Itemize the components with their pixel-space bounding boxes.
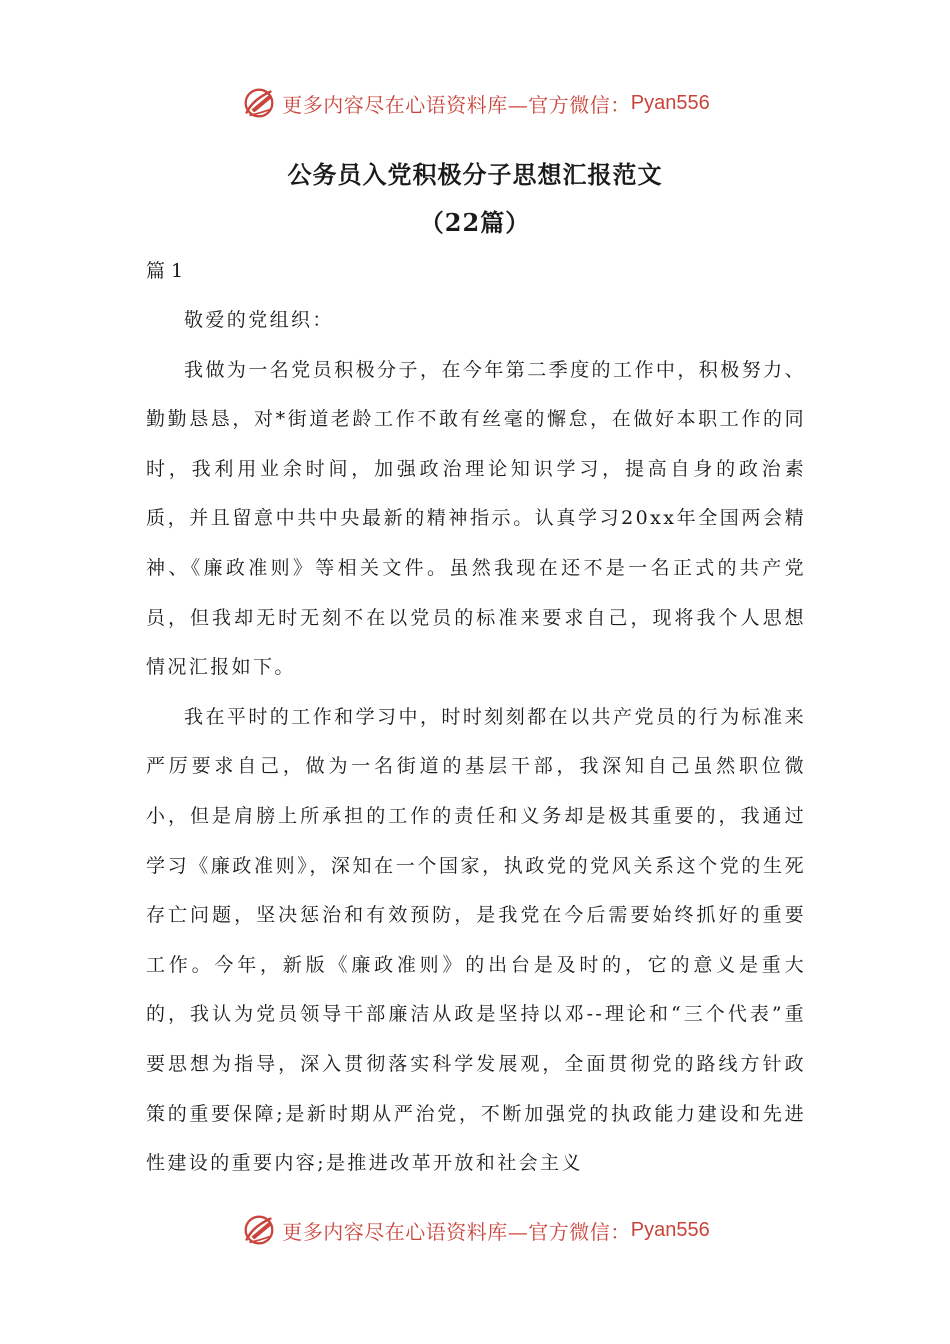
watermark-text: 更多内容尽在心语资料库—官方微信： <box>282 1219 631 1244</box>
pen-circle-logo-icon <box>240 1211 278 1249</box>
body-paragraph: 我做为一名党员积极分子，在今年第二季度的工作中，积极努力、勤勤恳恳，对*街道老龄工作不敢有丝毫的懈怠，在做好本职工作的同时，我利用业余时间，加强政治理论知识学习，提高自身的政治素质，并且留意中共中央最新的精神指示。认真学习20xx年全国两会精神、《廉政准则》等相关文件。虽然我现在还不是一名正式的共产党员，但我却无时无刻不在以党员的标准来要求自己，现将我个人思想情况汇报如下。 <box>146 358 806 679</box>
salutation: 敬爱的党组织： <box>184 309 334 331</box>
watermark-text: 更多内容尽在心语资料库—官方微信： <box>282 92 631 117</box>
body-paragraph: 我在平时的工作和学习中，时时刻刻都在以共产党员的行为标准来严厉要求自己，做为一名街道的基层干部，我深知自己虽然职位微小，但是肩膀上所承担的工作的责任和义务却是极其重要的，我通过学习《廉政准则》，深知在一个国家，执政党的党风关系这个党的生死存亡问题，坚决惩治和有效预防，是我党在今后需要始终抓好的重要工作。今年，新版《廉政准则》的出台是及时的，它的意义是重大的，我认为党员领导干部廉洁从政是坚持以邓--理论和“三个代表”重要思想为指导，深入贯彻落实科学发展观，全面贯彻党的路线方针政策的重要保障;是新时期从严治党，不断加强党的执政能力建设和先进性建设的重要内容;是推进改革开放和社会主义 <box>146 705 806 1175</box>
document-title: 公务员入党积极分子思想汇报范文 <box>287 160 663 189</box>
pen-circle-logo-icon <box>240 84 278 122</box>
section-label: 篇 1 <box>146 260 184 282</box>
header-watermark <box>0 83 950 123</box>
footer-watermark <box>0 1210 950 1250</box>
document-body <box>146 296 806 1189</box>
watermark-wechat-id: Pyan556 <box>630 91 710 114</box>
watermark-wechat-id: Pyan556 <box>630 1218 710 1241</box>
document-subtitle: （22篇） <box>419 208 531 237</box>
